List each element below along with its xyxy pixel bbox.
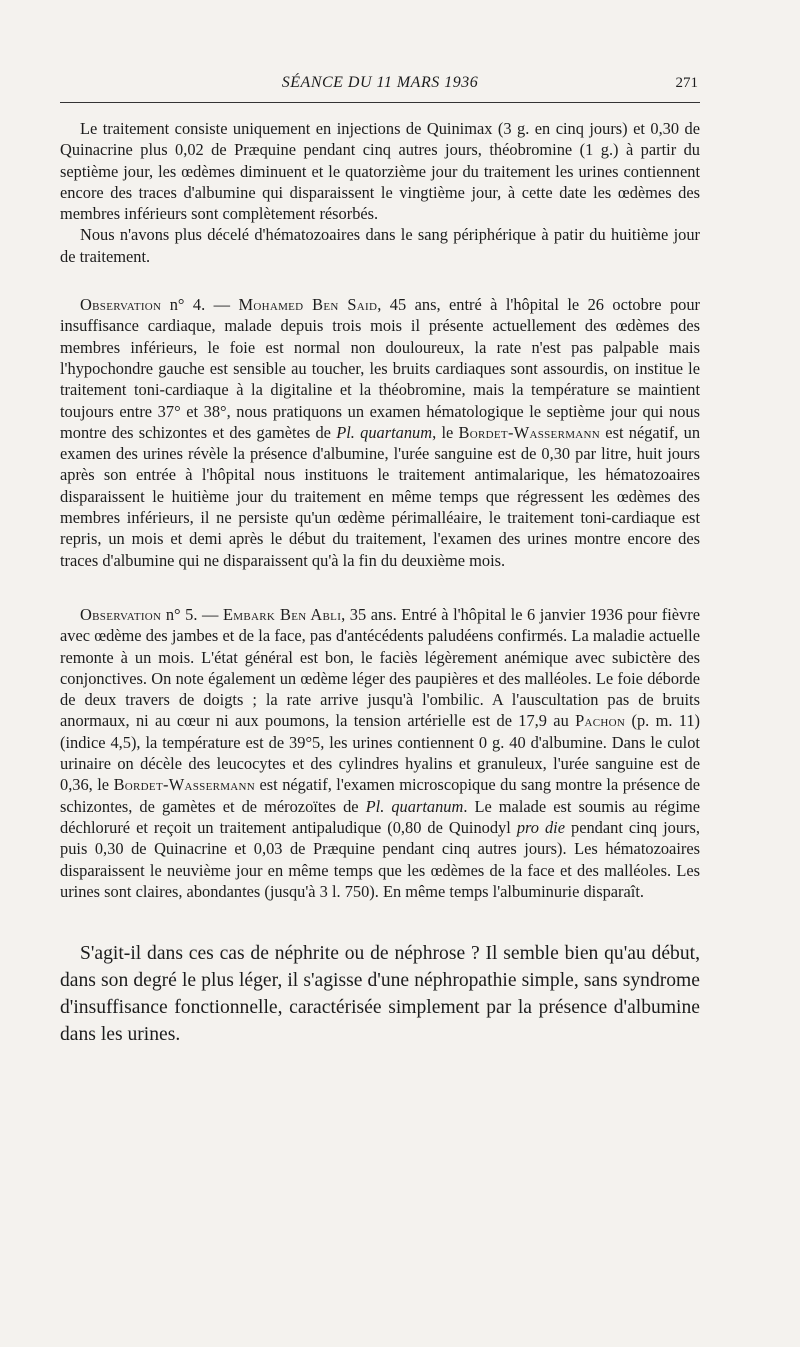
page-number: 271	[675, 75, 698, 91]
dash: —	[197, 604, 223, 624]
running-header	[60, 74, 700, 96]
test-name: Bordet-Wassermann	[458, 422, 601, 442]
observation-5	[60, 604, 700, 902]
patient-name: Embark Ben Abli	[222, 604, 342, 624]
latin-term: pro die	[516, 817, 565, 837]
observation-label: Observation	[80, 295, 162, 315]
text-run: , 45 ans, entré à l'hôpital le 26 octobre pour insuffisance cardiaque, malade depuis trois mois il présente actuellement des œdèmes des membres inférieurs, le foie est normal non douloureux, la rate n'est pas palpable mais l'hypochondre gauche est sensible au toucher, les bruits cardiaques sont assourdis, on institue le traitement toni-cardiaque à la digitaline et la théobromine, mais la température se maintient toujours entre 37° et 38°, nous pratiquons un examen hématologique le septième jour qui nous montre des schizontes et des gamètes de	[60, 295, 701, 442]
observation-4	[60, 294, 700, 571]
text-run: (p. m. 11) (indice 4,5), la température est de 39°5, les urines contiennent 0 g. 40 d'albumine. Dans le culot urinaire on décèle des leucocytes et des cylindres hyalins et granuleux, l'urée sanguine est de 0,36, le	[60, 711, 700, 795]
species-name: Pl. quartanum	[365, 796, 464, 816]
patient-name: Mohamed Ben Said	[238, 295, 378, 315]
text-run: est négatif, un examen des urines révèle la présence d'albumine, l'urée sanguine est de 0,30 par litre, huit jours après son entrée à l'hôpital nous instituons le traitement antimalarique, les hématozoaires disparaissent le huitième jour du traitement en même temps que régressent les œdèmes des membres inférieurs, il ne persiste qu'un œdème périmalléaire, le traitement toni-cardiaque est repris, un mois et demi après le début du traitement, l'examen des urines montre encore des traces d'albumine qui ne disparaissent qu'à la fin du deuxième mois.	[60, 422, 701, 570]
text-run: , le	[432, 422, 459, 442]
paragraph-hematozoa: Nous n'avons plus décelé d'hématozoaires dans le sang périphérique à patir du huitième jour de traitement.	[60, 225, 700, 266]
body-text	[60, 118, 700, 1048]
text-run: , 35 ans. Entré à l'hôpital le 6 janvier 1936 pour fièvre avec œdème des jambes et de la face, pas d'antécédents paludéens confirmés. La maladie actuelle remonte à un mois. L'état général est bon, le faciès légèrement anémique avec subictère des conjonctives. On note également un œdème léger des paupières et des malléoles. Le foie déborde de deux travers de doigts ; la rate arrive jusqu'à l'ombilic. A l'auscultation pas de bruits anormaux, ni au cœur ni aux poumons, la tension artérielle est de 17,9 au	[60, 604, 700, 731]
dash: —	[205, 295, 239, 315]
text-run: est négatif, l'examen microscopique du sang montre la présence de schizontes, de gamètes et de mérozoïtes de	[60, 775, 701, 816]
observation-number: n° 4.	[169, 295, 206, 315]
author-name: Pachon	[575, 711, 626, 731]
paragraph-conclusion: S'agit-il dans ces cas de néphrite ou de néphrose ? Il semble bien qu'au début, dans son degré le plus léger, il s'agisse d'une néphropathie simple, sans syndrome d'insuffisance fonctionnelle, caractérisée simplement par la présence d'albumine dans les urines.	[60, 943, 700, 1046]
text-run: . Le malade est soumis au régime déchloruré et reçoit un traitement antipaludique (0,80 de Quinodyl	[60, 796, 701, 837]
running-title: SÉANCE DU 11 MARS 1936	[281, 74, 479, 91]
header-rule	[60, 102, 700, 103]
paragraph-treatment: Le traitement consiste uniquement en injections de Quinimax (3 g. en cinq jours) et 0,30 de Quinacrine plus 0,02 de Præquine pendant cinq autres jours, théobromine (1 g.) à partir du septième jour, les œdèmes diminuent et le quatorzième jour du traitement les urines contiennent encore des traces d'albumine qui disparaissent le vingtième jour, à cette date les œdèmes des membres inférieurs sont complètement résorbés.	[60, 119, 700, 224]
species-name: Pl. quartanum	[336, 422, 433, 442]
text-run: pendant cinq jours, puis 0,30 de Quinacrine et 0,03 de Præquine pendant cinq autres jours). Les hématozoaires disparaissent le neuvième jour en même temps que les œdèmes de la face et des malléoles. Les urines sont claires, abondantes (jusqu'à 3 l. 750). En même temps l'albuminurie disparaît.	[60, 817, 700, 901]
observation-number: n° 5.	[165, 604, 198, 624]
test-name: Bordet-Wassermann	[113, 775, 256, 795]
observation-label: Observation	[80, 604, 162, 624]
